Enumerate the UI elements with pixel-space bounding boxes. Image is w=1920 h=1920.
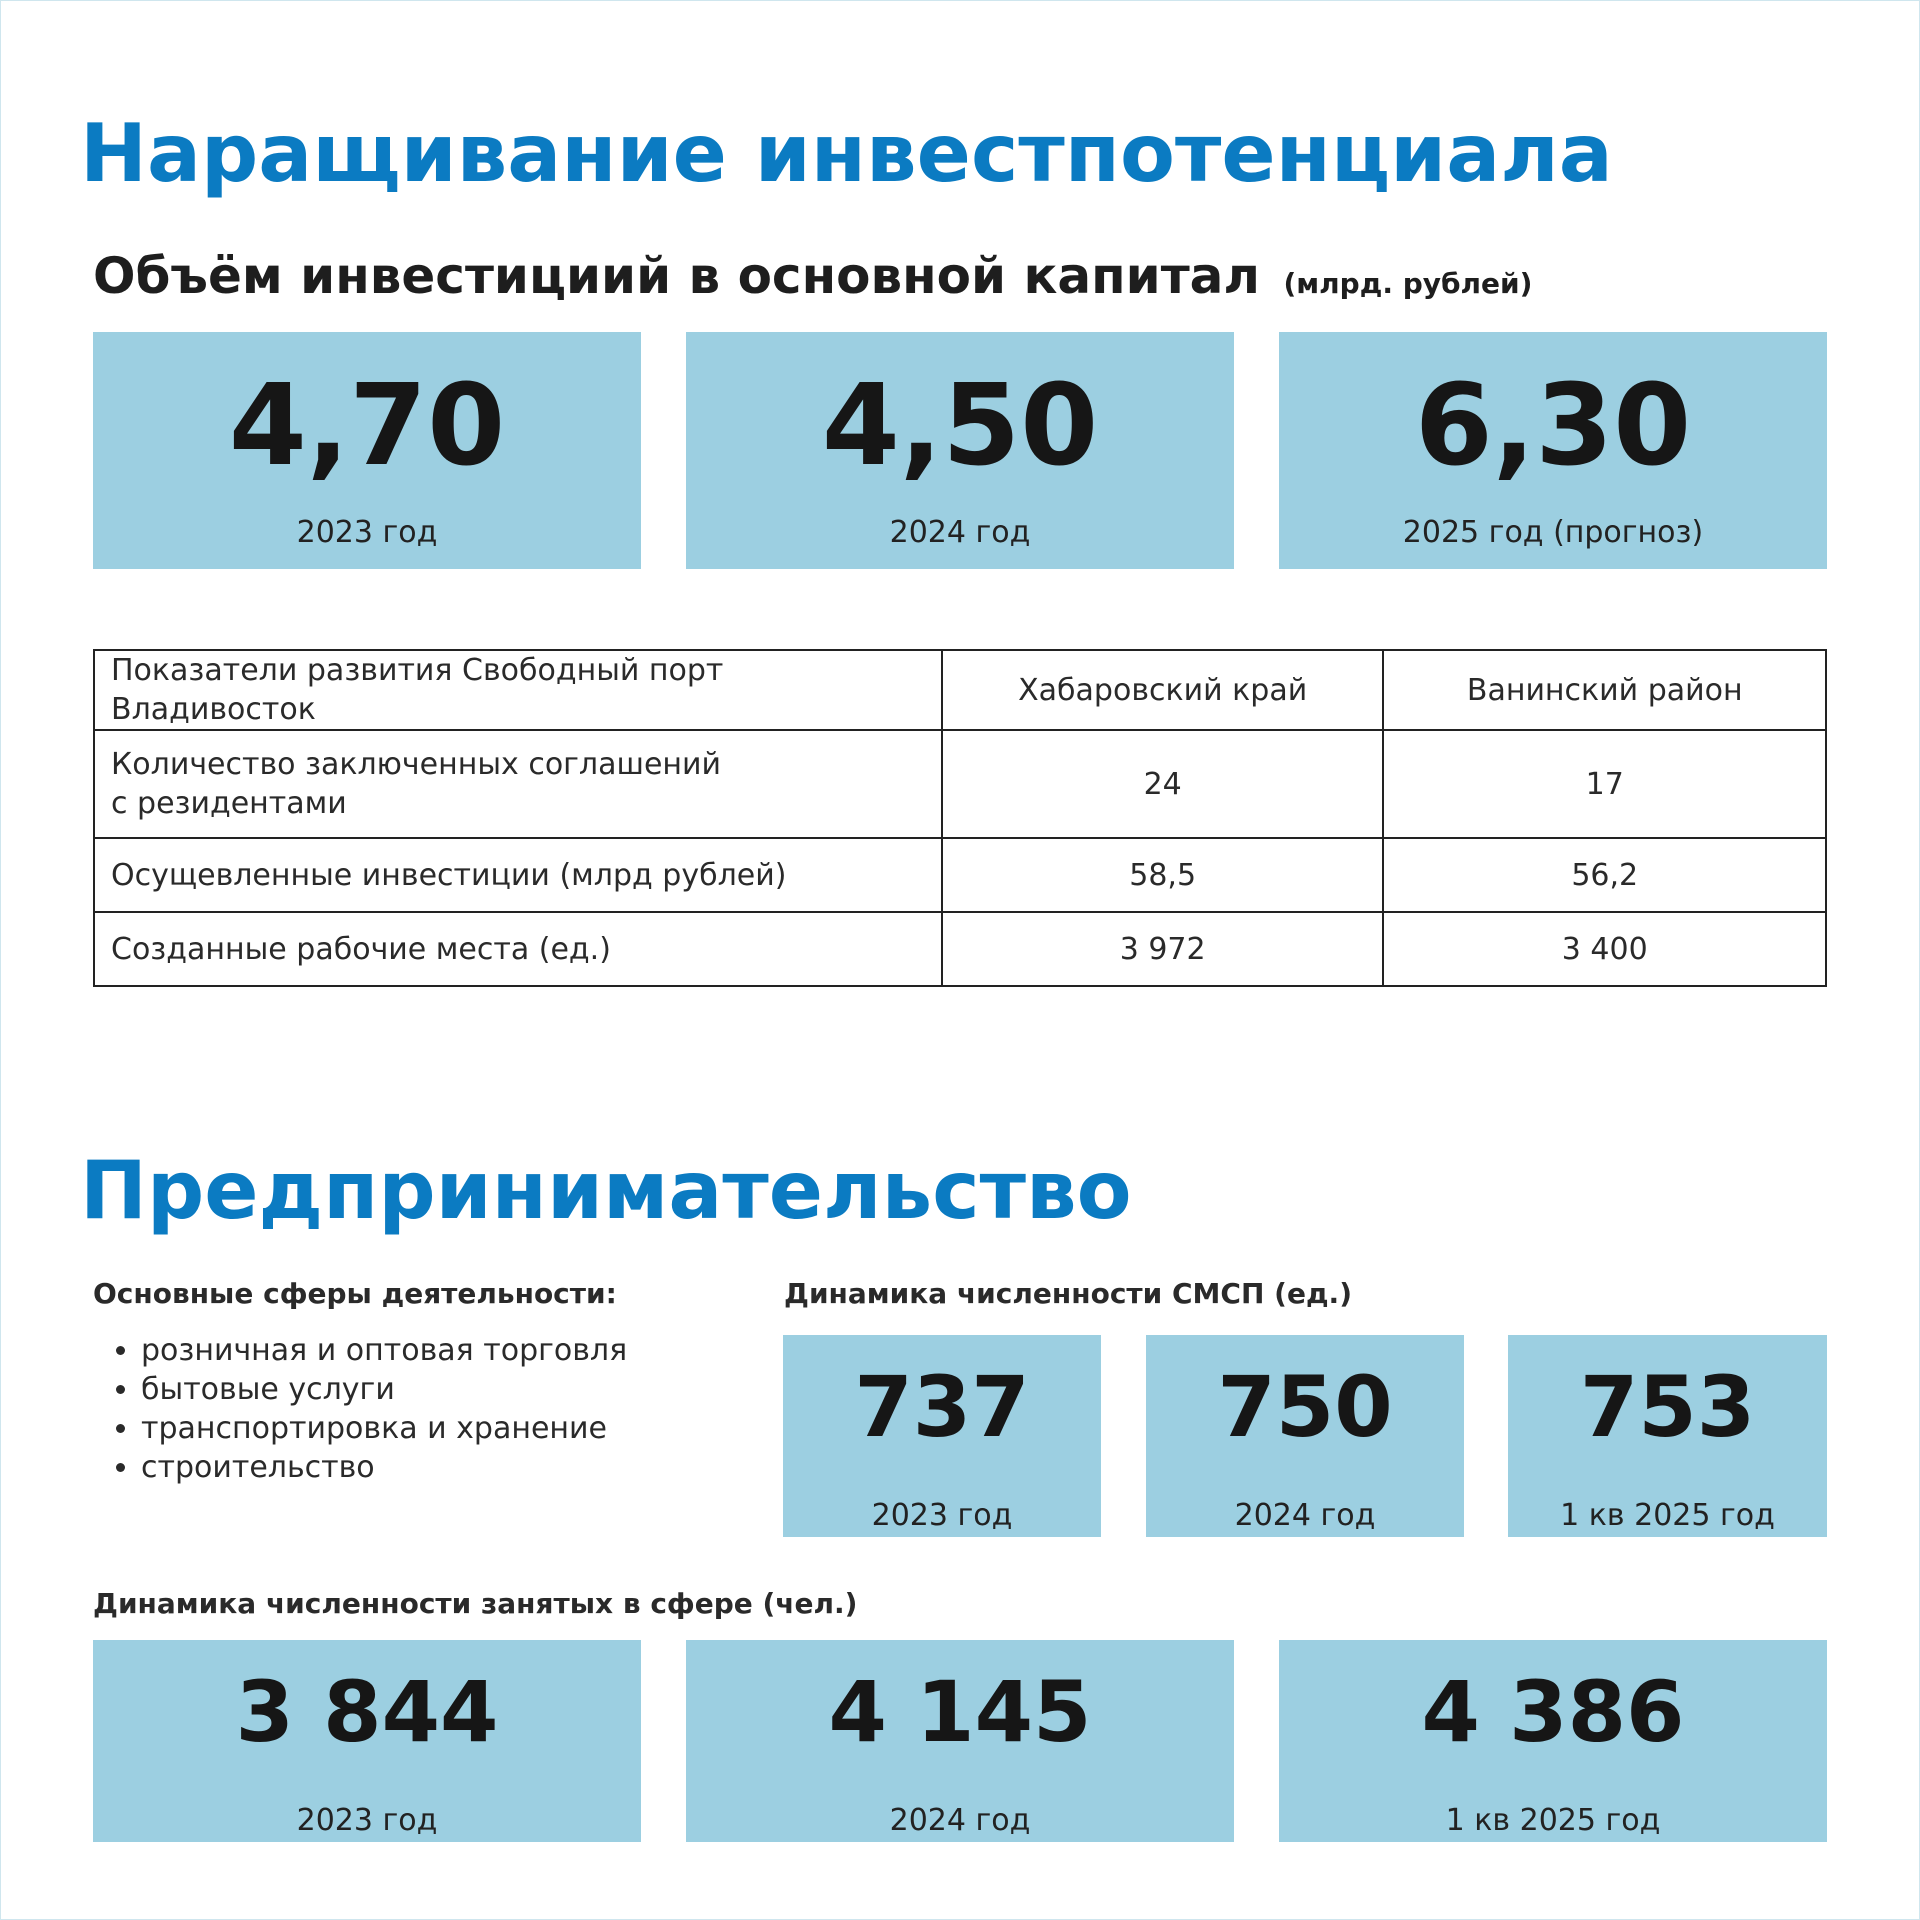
employed-card-value: 3 844 [235, 1663, 499, 1761]
invest-subtitle-text: Объём инвестициий в основной капитал [93, 247, 1261, 305]
employed-title: Динамика численности занятых в сфере (чел.) [93, 1587, 858, 1620]
business-title: Предпринимательство [80, 1144, 1132, 1237]
invest-card-value: 4,70 [228, 361, 506, 491]
invest-card-label: 2024 год [889, 515, 1031, 550]
list-item: • розничная и оптовая торговля [141, 1331, 627, 1370]
invest-card-value: 4,50 [821, 361, 1099, 491]
employed-card-label: 1 кв 2025 год [1445, 1803, 1661, 1838]
smsp-card-label: 1 кв 2025 год [1560, 1498, 1775, 1533]
invest-subtitle [93, 247, 1533, 305]
table-row-label-line: Количество заключенных соглашений [111, 747, 722, 782]
smsp-card-value: 750 [1217, 1358, 1393, 1456]
spheres-title: Основные сферы деятельности: [93, 1277, 617, 1310]
table-row-label: Осущевленные инвестиции (млрд рублей) [94, 838, 942, 912]
invest-card-label: 2025 год (прогноз) [1402, 515, 1704, 550]
table-cell: 3 400 [1383, 912, 1826, 986]
smsp-title: Динамика численности СМСП (ед.) [784, 1277, 1352, 1310]
smsp-card-value: 737 [854, 1358, 1030, 1456]
smsp-card-2023 [783, 1335, 1101, 1537]
smsp-card-value: 753 [1579, 1358, 1756, 1456]
smsp-card-2025q1 [1508, 1335, 1827, 1537]
page-title: Наращивание инвестпотенциала [80, 107, 1613, 200]
table-header-cell: Ванинский район [1383, 650, 1826, 730]
table-cell: 3 972 [942, 912, 1384, 986]
smsp-card-2024 [1146, 1335, 1464, 1537]
table-row [94, 730, 1826, 838]
table-row [94, 838, 1826, 912]
employed-card-2023 [93, 1640, 641, 1842]
employed-card-2024 [686, 1640, 1234, 1842]
smsp-card-label: 2024 год [1234, 1498, 1376, 1533]
invest-card-label: 2023 год [296, 515, 438, 550]
table-header-row [94, 650, 1826, 730]
table-cell: 58,5 [942, 838, 1384, 912]
list-item: • транспортировка и хранение [141, 1409, 627, 1448]
invest-card-value: 6,30 [1414, 361, 1692, 491]
table-row-label: Созданные рабочие места (ед.) [94, 912, 942, 986]
table-cell: 56,2 [1383, 838, 1826, 912]
table-header-cell: Показатели развития Свободный порт Владивосток [94, 650, 942, 730]
table-row-label-line: с резидентами [111, 786, 347, 821]
indicators-table [93, 649, 1827, 987]
list-item: • строительство [141, 1448, 627, 1487]
invest-card-2023 [93, 332, 641, 569]
employed-card-2025q1 [1279, 1640, 1827, 1842]
employed-card-label: 2023 год [296, 1803, 438, 1838]
table-header-cell: Хабаровский край [942, 650, 1384, 730]
invest-card-2025 [1279, 332, 1827, 569]
smsp-card-label: 2023 год [871, 1498, 1013, 1533]
spheres-list [109, 1331, 627, 1487]
employed-card-value: 4 386 [1421, 1663, 1685, 1761]
employed-card-value: 4 145 [828, 1663, 1092, 1761]
table-cell: 24 [942, 730, 1384, 838]
invest-subtitle-unit: (млрд. рублей) [1283, 267, 1533, 300]
table-cell: 17 [1383, 730, 1826, 838]
employed-card-label: 2024 год [889, 1803, 1031, 1838]
invest-card-2024 [686, 332, 1234, 569]
table-row [94, 912, 1826, 986]
table-row-label [94, 730, 942, 838]
list-item: • бытовые услуги [141, 1370, 627, 1409]
